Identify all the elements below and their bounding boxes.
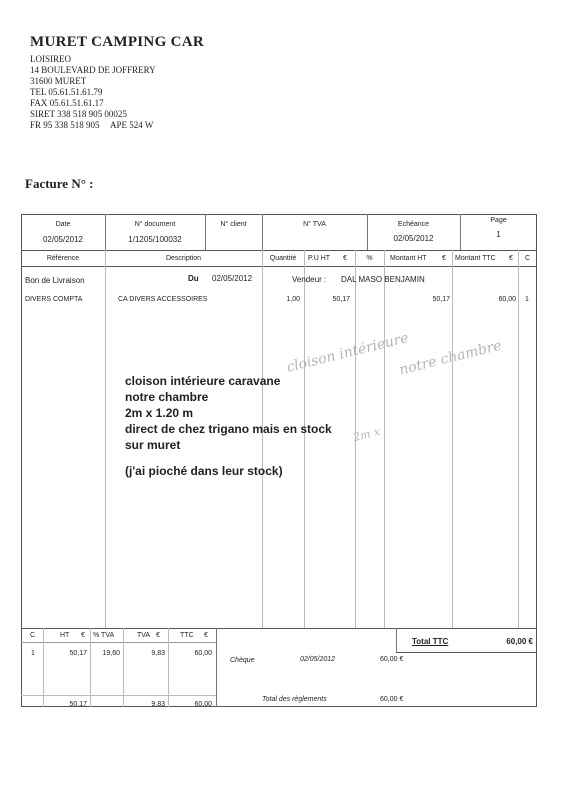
- tax-row-c: 1: [31, 650, 35, 657]
- note-line-3: 2m x 1.20 m: [125, 406, 194, 420]
- company-line-4: TEL 05.61.51.61.79: [30, 87, 103, 97]
- invoice-title: Facture N° :: [25, 176, 94, 191]
- page-label: Page: [490, 217, 507, 224]
- vendeur-name: DAL MASO BENJAMIN: [341, 275, 425, 284]
- document-number-value: 1/1205/100032: [128, 235, 182, 244]
- item-description: CA DIVERS ACCESSOIRES: [118, 296, 208, 303]
- handwritten-note-1: cloison intérieure: [284, 330, 411, 376]
- item-pu-ht: 50,17: [332, 296, 350, 303]
- payment-amount: 60,00 €: [380, 656, 404, 663]
- total-ttc-label: Total TTC: [412, 637, 449, 646]
- client-number-label: N° client: [220, 221, 247, 228]
- total-box-left: [396, 628, 397, 652]
- header-sep: [205, 214, 206, 250]
- company-line-3: 31600 MURET: [30, 76, 87, 86]
- tax-sep: [90, 628, 91, 707]
- column-sep: [304, 250, 305, 628]
- column-reference: Référence: [46, 255, 80, 262]
- tax-tva-pct-label: % TVA: [93, 632, 115, 639]
- page-value: 1: [496, 230, 501, 239]
- header-sep: [367, 214, 368, 250]
- payment-total-label: Total des règlements: [262, 696, 327, 703]
- payment-method: Chèque: [230, 657, 255, 664]
- note-line-2: notre chambre: [125, 390, 209, 404]
- note-line-5: sur muret: [125, 438, 181, 452]
- column-description: Description: [165, 255, 201, 262]
- tax-ttc-euro: €: [204, 632, 208, 639]
- company-line-6: SIRET 338 518 905 00025: [30, 109, 127, 119]
- item-quantite: 1,00: [286, 296, 300, 303]
- tax-ttc-label: TTC: [180, 632, 194, 639]
- vendeur-label: Vendeur :: [292, 275, 327, 284]
- tax-total-ht: 50,17: [69, 701, 87, 708]
- column-pu-ht: P.U HT: [308, 255, 331, 262]
- column-sep: [518, 250, 519, 628]
- column-quantite: Quantité: [269, 255, 297, 262]
- item-montant-ht: 50,17: [432, 296, 450, 303]
- column-sep: [452, 250, 453, 628]
- note-line-4: direct de chez trigano mais en stock: [125, 422, 332, 436]
- echeance-label: Echéance: [397, 221, 430, 228]
- note-line-7: (j'ai pioché dans leur stock): [125, 464, 283, 478]
- bon-livraison-label: Bon de Livraison: [25, 276, 85, 285]
- company-line-5: FAX 05.61.51.61.17: [30, 98, 104, 108]
- note-line-1: cloison intérieure caravane: [125, 374, 281, 388]
- item-reference: DIVERS COMPTA: [25, 296, 83, 303]
- column-montant-ttc: Montant TTC: [455, 255, 496, 262]
- payment-total-amount: 60,00 €: [380, 696, 404, 703]
- tax-sep: [123, 628, 124, 707]
- header-sep: [262, 214, 263, 250]
- tva-number-label: N° TVA: [303, 221, 326, 228]
- column-montant-ht-euro: €: [442, 255, 446, 262]
- tax-row-tva: 9,83: [151, 650, 165, 657]
- company-fr-line: FR 95 338 518 905: [30, 120, 100, 130]
- tax-row-ttc: 60,00: [194, 650, 212, 657]
- column-sep: [105, 250, 106, 628]
- bon-du-date: 02/05/2012: [212, 274, 253, 283]
- tax-row-tva-pct: 19,60: [102, 650, 120, 657]
- tax-row-ht: 50,17: [69, 650, 87, 657]
- company-name: MURET CAMPING CAR: [30, 34, 204, 50]
- tax-tva-label: TVA: [137, 632, 151, 639]
- tax-sep: [43, 628, 44, 707]
- date-value: 02/05/2012: [42, 235, 84, 244]
- tax-c-label: C: [30, 632, 36, 639]
- column-montant-ht: Montant HT: [390, 255, 427, 262]
- company-ape: APE 524 W: [110, 120, 154, 130]
- total-box-bottom: [396, 652, 537, 653]
- column-pu-euro: €: [343, 255, 347, 262]
- total-ttc-value: 60,00 €: [506, 637, 533, 646]
- item-montant-ttc: 60,00: [498, 296, 516, 303]
- tax-total-tva: 9,83: [151, 701, 165, 708]
- date-label: Date: [55, 221, 71, 228]
- echeance-value: 02/05/2012: [393, 234, 434, 243]
- column-sep: [384, 250, 385, 628]
- columns-divider: [21, 266, 537, 267]
- column-sep: [262, 250, 263, 628]
- bon-du-label: Du: [188, 274, 199, 283]
- handwritten-note-2: notre chambre: [397, 337, 504, 379]
- footer-divider: [21, 628, 537, 629]
- tax-ht-euro: €: [81, 632, 85, 639]
- company-line-2: 14 BOULEVARD DE JOFFRERY: [30, 65, 156, 75]
- company-line-1: LOISIREO: [30, 54, 71, 64]
- column-c: C: [524, 255, 531, 262]
- column-percent: %: [366, 255, 373, 262]
- tax-total-ttc: 60,00: [194, 701, 212, 708]
- handwritten-note-3: 2m x: [351, 424, 382, 445]
- document-number-label: N° document: [134, 221, 176, 228]
- tax-sep: [216, 628, 217, 707]
- item-c: 1: [525, 296, 529, 303]
- payment-date: 02/05/2012: [300, 656, 336, 663]
- tax-sep: [168, 628, 169, 707]
- header-sep: [105, 214, 106, 250]
- header-divider: [21, 250, 537, 251]
- column-montant-ttc-euro: €: [509, 255, 513, 262]
- tax-header-divider: [21, 642, 216, 643]
- tax-tva-euro: €: [156, 632, 160, 639]
- tax-ht-label: HT: [60, 632, 70, 639]
- tax-total-divider: [21, 695, 216, 696]
